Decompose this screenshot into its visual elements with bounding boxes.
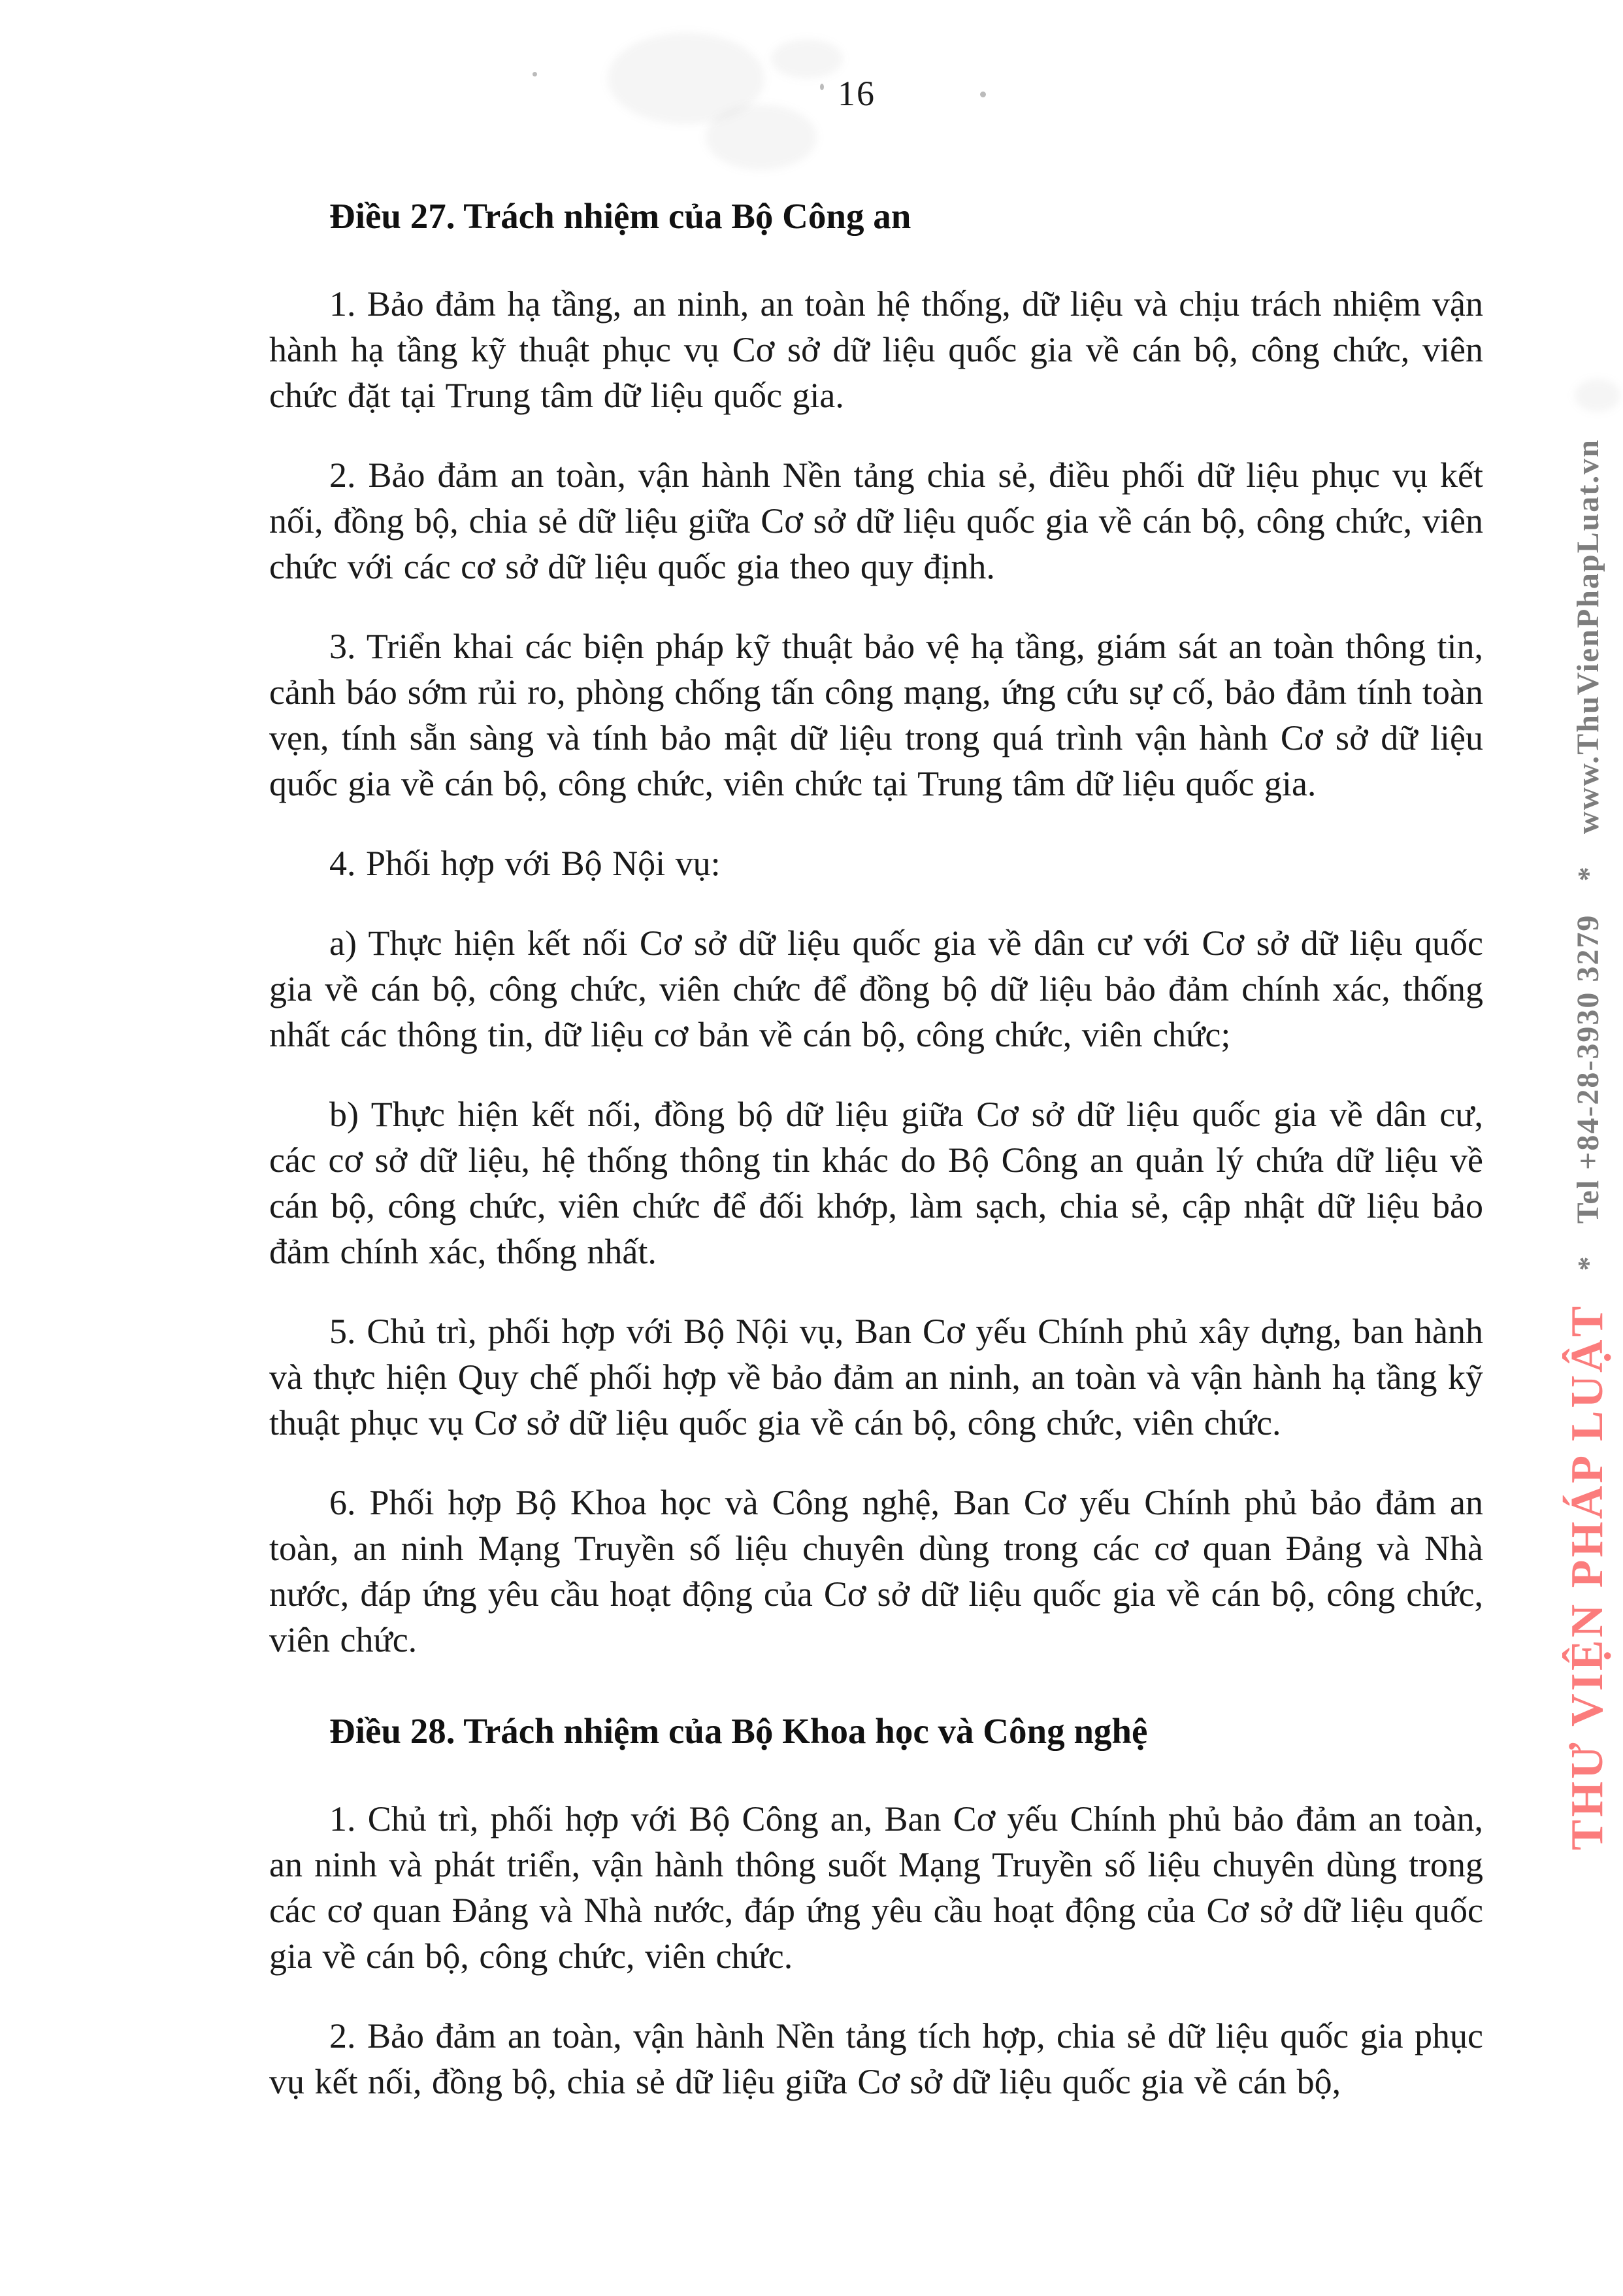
watermark	[1558, 439, 1617, 1850]
watermark-telephone: Tel +84-28-3930 3279	[1570, 914, 1605, 1224]
article-paragraph: 2. Bảo đảm an toàn, vận hành Nền tảng tích hợp, chia sẻ dữ liệu quốc gia phục vụ kết nối, đồng bộ, chia sẻ dữ liệu giữa Cơ sở dữ liệu quốc gia về cán bộ,	[269, 2016, 1483, 2101]
article-paragraph: 6. Phối hợp Bộ Khoa học và Công nghệ, Ban Cơ yếu Chính phủ bảo đảm an toàn, an ninh Mạng Truyền số liệu chuyên dùng trong các cơ quan Đảng và Nhà nước, đáp ứng yêu cầu hoạt động của Cơ sở dữ liệu quốc gia về cán bộ, công chức, viên chức.	[269, 1483, 1483, 1659]
watermark-website: www.ThuVienPhapLuat.vn	[1570, 439, 1605, 835]
scan-artifact	[980, 92, 986, 97]
article-heading: Điều 28. Trách nhiệm của Bộ Khoa học và Công nghệ	[329, 1711, 1148, 1751]
page-number: 16	[838, 74, 876, 113]
article-paragraph: 1. Bảo đảm hạ tầng, an ninh, an toàn hệ thống, dữ liệu và chịu trách nhiệm vận hành hạ tầng kỹ thuật phục vụ Cơ sở dữ liệu quốc gia về cán bộ, công chức, viên chức đặt tại Trung tâm dữ liệu quốc gia.	[269, 284, 1483, 415]
scan-artifact	[706, 105, 817, 170]
article-paragraph: a) Thực hiện kết nối Cơ sở dữ liệu quốc gia về dân cư với Cơ sở dữ liệu quốc gia về cán bộ, công chức, viên chức để đồng bộ dữ liệu bảo đảm chính xác, thống nhất các thông tin, dữ liệu cơ bản về cán bộ, công chức, viên chức;	[269, 923, 1483, 1054]
watermark-separator-2: *	[1571, 867, 1604, 882]
article-paragraph: 5. Chủ trì, phối hợp với Bộ Nội vụ, Ban Cơ yếu Chính phủ xây dựng, ban hành và thực hiện Quy chế phối hợp về bảo đảm an ninh, an toàn và vận hành hạ tầng kỹ thuật phục vụ Cơ sở dữ liệu quốc gia về cán bộ, công chức, viên chức.	[269, 1312, 1483, 1442]
watermark-brand: THƯ VIỆN PHÁP LUẬT	[1562, 1303, 1613, 1850]
scan-artifact	[820, 84, 824, 90]
article-heading: Điều 27. Trách nhiệm của Bộ Công an	[329, 196, 911, 236]
document-body	[269, 193, 1483, 2138]
article-paragraph: 4. Phối hợp với Bộ Nội vụ:	[329, 844, 721, 883]
article-paragraph: 1. Chủ trì, phối hợp với Bộ Công an, Ban Cơ yếu Chính phủ bảo đảm an toàn, an ninh và phát triển, vận hành thông suốt Mạng Truyền số liệu chuyên dùng trong các cơ quan Đảng và Nhà nước, đáp ứng yêu cầu hoạt động của Cơ sở dữ liệu quốc gia về cán bộ, công chức, viên chức.	[269, 1799, 1483, 1976]
article-paragraph: 2. Bảo đảm an toàn, vận hành Nền tảng chia sẻ, điều phối dữ liệu phục vụ kết nối, đồng bộ, chia sẻ dữ liệu giữa Cơ sở dữ liệu quốc gia về cán bộ, công chức, viên chức với các cơ sở dữ liệu quốc gia theo quy định.	[269, 456, 1483, 586]
scan-artifact	[608, 33, 764, 124]
scan-artifact	[771, 39, 843, 78]
article-paragraph: b) Thực hiện kết nối, đồng bộ dữ liệu giữa Cơ sở dữ liệu quốc gia về dân cư, các cơ sở dữ liệu, hệ thống thông tin khác do Bộ Công an quản lý chứa dữ liệu về cán bộ, công chức, viên chức để đối khớp, làm sạch, chia sẻ, cập nhật dữ liệu bảo đảm chính xác, thống nhất.	[269, 1095, 1483, 1271]
watermark-separator-1: *	[1571, 1256, 1604, 1271]
article-paragraph: 3. Triển khai các biện pháp kỹ thuật bảo vệ hạ tầng, giám sát an toàn thông tin, cảnh báo sớm rủi ro, phòng chống tấn công mạng, ứng cứu sự cố, bảo đảm tính toàn vẹn, tính sẵn sàng và tính bảo mật dữ liệu trong quá trình vận hành Cơ sở dữ liệu quốc gia về cán bộ, công chức, viên chức tại Trung tâm dữ liệu quốc gia.	[269, 627, 1483, 803]
scan-artifact	[1575, 379, 1620, 412]
scan-artifact	[533, 72, 537, 76]
